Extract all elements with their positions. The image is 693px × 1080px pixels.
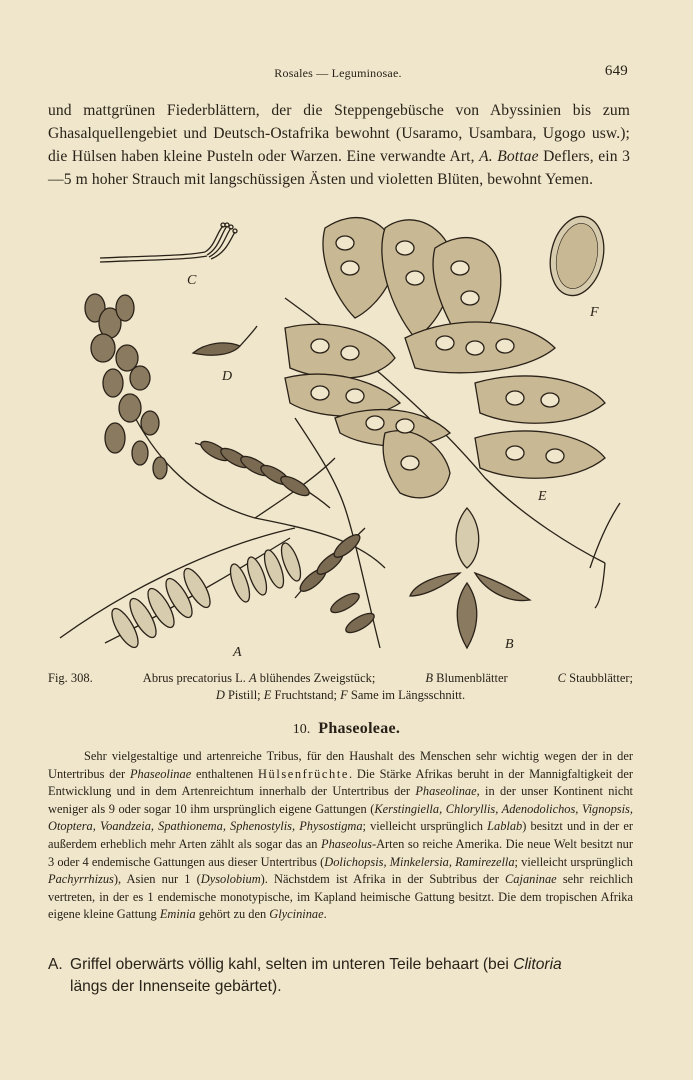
- body-text: ). Nächstdem ist Afrika in der Subtribus der: [260, 872, 506, 887]
- body-text: -Arten so reiche Amerika. Die neue Welt besitzt nur 3 oder 4 endemische Gattungen aus dieser Untertribus (: [48, 836, 633, 869]
- body-text: gehört zu den: [195, 907, 270, 922]
- body-text: . Die Stärke Afrikas beruht in der Mannigfaltigkeit der Entwicklung und in dem Artenreichtum innerhalb der Untertribus der: [48, 766, 633, 799]
- taxon-name: Phaseolus: [321, 836, 372, 851]
- figure-label-d: D: [222, 369, 233, 384]
- abrus-precatorius-illustration: [55, 208, 635, 663]
- caption-letter-d: D: [215, 688, 225, 702]
- intro-line: Deflers, ein 3—5 m hoher Strauch mit langschüssigen Ästen: [48, 148, 631, 188]
- taxon-name: Pachyrrhizus: [48, 872, 114, 887]
- taxon-list: Dolichopsis, Minkelersia, Ramirezella: [324, 854, 515, 869]
- taxon-name: Phaseolinae: [129, 766, 192, 781]
- taxon-name: Dysolobium: [200, 872, 261, 887]
- body-text: Sehr vielgestaltige und artenreiche Tribus, für den Haushalt des Menschen sehr wichtig wegen der in der Untertribus der: [48, 749, 633, 781]
- caption-letter-b: B: [425, 671, 434, 685]
- page-number: 649: [604, 63, 628, 79]
- caption-letter-a: A: [249, 671, 257, 685]
- identification-key-item: [48, 954, 638, 998]
- pistil-drawing: [193, 326, 257, 355]
- taxon-name: Cajaninae: [505, 872, 557, 887]
- figure-label-e: E: [538, 489, 547, 504]
- seed-section-drawing: [543, 211, 610, 300]
- caption-letter-c: C: [557, 671, 566, 685]
- body-text: sehr reichlich vertreten, in der es 1 endemische monotypische, im Kapland heimische Gattung besitzt. Die dem tropischen Afrika eigene kleine Gattung: [48, 872, 633, 922]
- section-body: [48, 748, 633, 924]
- figure-caption: [48, 670, 633, 704]
- running-head: [48, 63, 628, 84]
- figure-label-c: C: [187, 273, 197, 288]
- running-title: Rosales — Leguminosae.: [274, 66, 402, 80]
- taxon-list: Kerstingiella, Chloryllis, Adenodolichos, Vignopsis, Otoptera, Voandzeia, Spathionema, Sphenostylis, Physostigma: [48, 801, 633, 834]
- taxon-name: Clitoria: [513, 956, 562, 973]
- caption-fig-number: Fig. 308.: [48, 671, 93, 685]
- key-text: Griffel oberwärts völlig kahl, selten im unteren Teile behaart (bei: [70, 956, 514, 973]
- taxon-name: Lablab: [487, 819, 523, 834]
- caption-species: Abrus precatorius L.: [142, 671, 246, 685]
- body-text: enthaltenen: [191, 766, 258, 781]
- section-heading: [0, 720, 693, 738]
- petals-drawing: [410, 508, 530, 648]
- body-text: ) besitzt und in der er außerdem erheblich mehr Arten zählt als sogar das an: [48, 819, 634, 851]
- figure-label-b: B: [505, 637, 514, 652]
- figure-label-f: F: [590, 305, 599, 320]
- species-name: A. Bottae: [479, 148, 539, 165]
- body-text: .: [323, 907, 327, 922]
- caption-text-c: Staubblätter;: [569, 671, 633, 685]
- taxon-name: Eminia: [159, 907, 196, 922]
- figure-label-a: A: [233, 645, 242, 660]
- caption-text-a: blühendes Zweigstück;: [259, 671, 376, 685]
- intro-paragraph: [48, 99, 630, 191]
- intro-line: und violetten Blüten, bewohnt Yemen.: [349, 171, 594, 188]
- key-label: A.: [48, 956, 63, 973]
- section-title: Phaseoleae.: [318, 720, 401, 737]
- body-text: , in der unser Kontinent nicht weniger als 9 oder sogar 10 ihm ursprünglich eigene Gattungen (: [48, 784, 633, 816]
- body-text: ; vielleicht ursprünglich: [362, 819, 488, 834]
- key-text-continued: längs der Innenseite gebärtet).: [70, 978, 282, 995]
- caption-text-d: Pistill;: [227, 688, 261, 702]
- body-text: ; vielleicht ursprünglich: [514, 854, 633, 869]
- stamens-drawing: [100, 223, 237, 262]
- intro-line: und mattgrünen Fiederblättern, der die Steppengebüsche von Abyssinien bis: [48, 102, 592, 119]
- caption-text-f: Same im Längsschnitt.: [350, 688, 466, 702]
- intro-line: zum Ghasalquellengebiet und Deutsch-Ostafrika bewohnt (Usaramo, Usambara,: [48, 102, 630, 142]
- caption-text-e: Fruchtstand;: [274, 688, 338, 702]
- section-number: 10.: [292, 722, 311, 737]
- taxon-name: Phaseolinae: [415, 784, 477, 799]
- emphasis-text: Hülsenfrüchte: [257, 766, 349, 781]
- taxon-name: Glycininae: [269, 907, 324, 922]
- caption-letter-f: F: [340, 688, 348, 702]
- body-text: ), Asien nur 1 (: [113, 872, 201, 887]
- intro-line: Ugogo usw.); die Hülsen haben kleine Pusteln oder Warzen. Eine verwandte: [48, 125, 630, 165]
- intro-line: Art,: [449, 148, 475, 165]
- caption-text-b: Blumenblätter: [436, 671, 508, 685]
- caption-letter-e: E: [263, 688, 272, 702]
